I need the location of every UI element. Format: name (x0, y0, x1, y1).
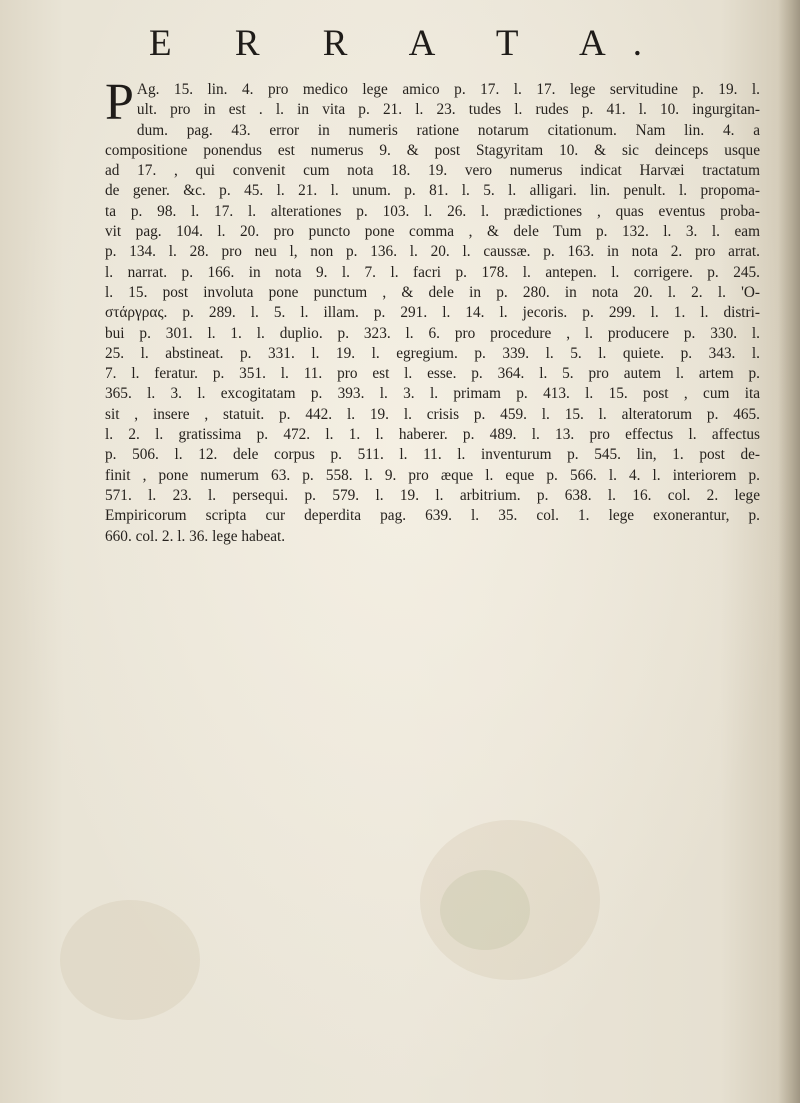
errata-body (105, 74, 760, 547)
errata-line: p. 134. l. 28. pro neu l, non p. 136. l. 20. l. caussæ. p. 163. in nota 2. pro arrat. (105, 243, 760, 261)
errata-line: l. narrat. p. 166. in nota 9. l. 7. l. facri p. 178. l. antepen. l. corrigere. p. 245. (105, 263, 760, 281)
errata-line: στάργρας. p. 289. l. 5. l. illam. p. 291. l. 14. l. jecoris. p. 299. l. 1. l. distri- (105, 304, 760, 322)
foxing-spot (440, 870, 530, 950)
errata-line: bui p. 301. l. 1. l. duplio. p. 323. l. 6. pro procedure , l. producere p. 330. l. (105, 324, 760, 342)
errata-line: dum. pag. 43. error in numeris ratione notarum citationum. Nam lin. 4. a (136, 121, 760, 139)
page-title: E R R A T A. (148, 23, 670, 64)
errata-line: 660. col. 2. l. 36. lege habeat. (105, 527, 286, 545)
errata-line: finit , pone numerum 63. p. 558. l. 9. pro æque l. eque p. 566. l. 4. l. interiorem p. (105, 466, 760, 484)
errata-line: p. 506. l. 12. dele corpus p. 511. l. 11. l. inventurum p. 545. lin, 1. post de- (105, 446, 760, 464)
errata-line: 571. l. 23. l. persequi. p. 579. l. 19. l. arbitrium. p. 638. l. 16. col. 2. lege (105, 486, 760, 504)
errata-line: ta p. 98. l. 17. l. alterationes p. 103. l. 26. l. prædictiones , quas eventus proba- (105, 202, 760, 220)
page-edge-shadow (778, 0, 800, 1103)
errata-line: ult. pro in est . l. in vita p. 21. l. 23. tudes l. rudes p. 41. l. 10. ingurgitan- (136, 101, 760, 119)
errata-line: Empiricorum scripta cur deperdita pag. 639. l. 35. col. 1. lege exonerantur, p. (105, 507, 760, 525)
errata-line: l. 2. l. gratissima p. 472. l. 1. l. haberer. p. 489. l. 13. pro effectus l. affectus (105, 426, 760, 444)
errata-line: sit , insere , statuit. p. 442. l. 19. l. crisis p. 459. l. 15. l. alteratorum p. 465. (105, 405, 760, 423)
errata-line: de gener. &c. p. 45. l. 21. l. unum. p. 81. l. 5. l. alligari. lin. penult. l. propoma- (105, 182, 760, 200)
errata-line: compositione ponendus est numerus 9. & post Stagyritam 10. & sic deinceps usque (105, 141, 760, 159)
drop-cap: P (105, 74, 134, 131)
errata-line: 365. l. 3. l. excogitatam p. 393. l. 3. l. primam p. 413. l. 15. post , cum ita (105, 385, 760, 403)
errata-line: vit pag. 104. l. 20. pro puncto pone comma , & dele Tum p. 132. l. 3. l. eam (105, 223, 760, 241)
errata-line: ad 17. , qui convenit cum nota 18. 19. vero numerus indicat Harvæi tractatum (105, 162, 760, 180)
errata-line: 7. l. feratur. p. 351. l. 11. pro est l. esse. p. 364. l. 5. pro autem l. artem p. (105, 365, 760, 383)
errata-line: Ag. 15. lin. 4. pro medico lege amico p. 17. l. 17. lege servitudine p. 19. l. (136, 81, 760, 98)
foxing-spot (60, 900, 200, 1020)
errata-line: l. 15. post involuta pone punctum , & dele in p. 280. in nota 20. l. 2. l. 'O- (105, 283, 760, 301)
errata-line: 25. l. abstineat. p. 331. l. 19. l. egregium. p. 339. l. 5. l. quiete. p. 343. l. (105, 344, 760, 362)
